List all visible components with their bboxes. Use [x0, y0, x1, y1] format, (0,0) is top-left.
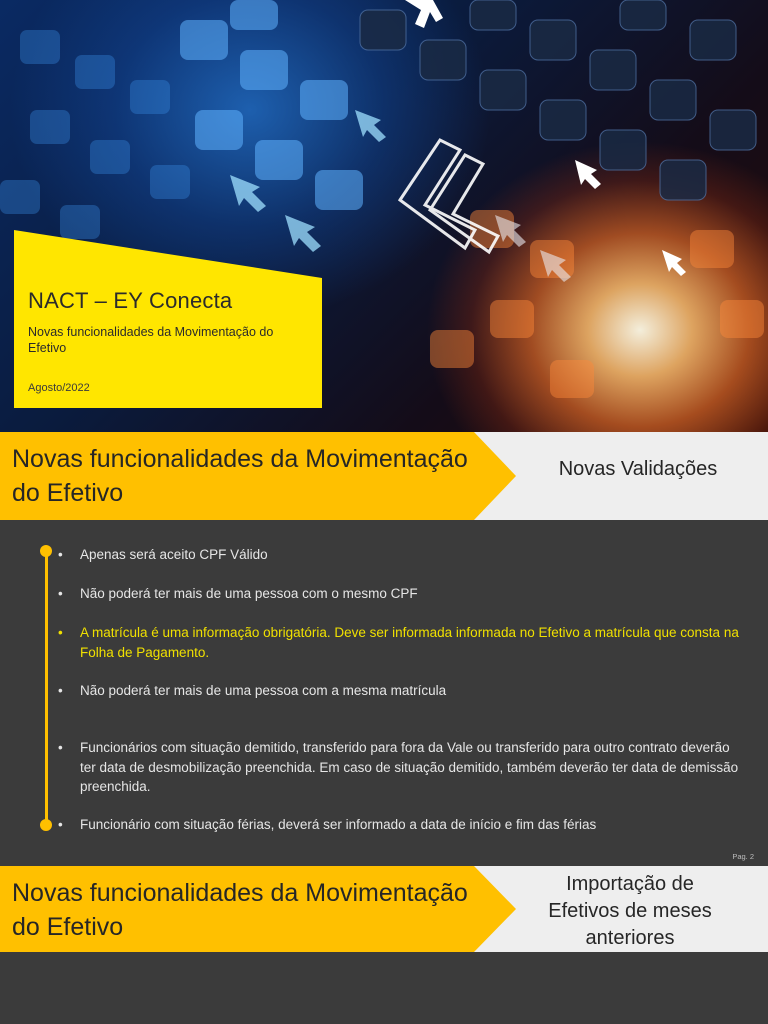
bullet-mark: • [58, 740, 63, 755]
bullet-item [58, 738, 748, 797]
slide2-header-tag: Novas Validações [558, 458, 718, 480]
bullet-mark: • [58, 817, 63, 832]
slide2-header-title: Novas funcionalidades da Movimentação do Efetivo [12, 445, 468, 507]
bullet-item [58, 681, 748, 701]
cover-title-shape [0, 0, 768, 432]
bullet-text: A matrícula é uma informação obrigatória. Deve ser informada informada no Efetivo a matrícula que consta na Folha de Pagamento. [80, 625, 739, 660]
cover-title-box [0, 0, 768, 432]
slide3-header [0, 866, 768, 952]
bullet-mark: • [58, 586, 63, 601]
slide3-body [0, 952, 768, 1024]
slide2-header [0, 432, 768, 520]
bullet-mark: • [58, 683, 63, 698]
bullet-mark: • [58, 625, 63, 640]
cover-slide [0, 0, 768, 432]
bullet-item [58, 584, 748, 604]
slide2-content [0, 520, 768, 866]
cover-subtitle: Novas funcionalidades da Movimentação do Efetivo [28, 325, 274, 355]
bullet-item-highlighted [58, 623, 748, 662]
bullet-text: Não poderá ter mais de uma pessoa com a mesma matrícula [80, 683, 447, 698]
bullet-text: Funcionários com situação demitido, transferido para fora da Vale ou transferido para outro contrato deverão ter data de desmobilização preenchida. Em caso de situação demitido, também deverão ter data de demissão preenchida. [80, 740, 739, 794]
timeline-start-dot [40, 545, 52, 557]
cover-date: Agosto/2022 [28, 382, 90, 394]
slide3-header-tag: Importação de Efetivos de meses anteriores [548, 873, 712, 949]
bullet-item [58, 815, 748, 835]
bullet-item [58, 545, 748, 565]
bullet-text: Apenas será aceito CPF Válido [80, 547, 268, 562]
page-number: Pag. 2 [732, 852, 754, 861]
bullet-text: Funcionário com situação férias, deverá ser informado a data de início e fim das férias [80, 817, 597, 832]
bullet-mark: • [58, 547, 63, 562]
bullet-text: Não poderá ter mais de uma pessoa com o mesmo CPF [80, 586, 418, 601]
timeline-line [45, 550, 48, 825]
slide3-header-title: Novas funcionalidades da Movimentação do Efetivo [12, 879, 468, 941]
timeline-end-dot [40, 819, 52, 831]
cover-title: NACT – EY Conecta [28, 288, 233, 313]
